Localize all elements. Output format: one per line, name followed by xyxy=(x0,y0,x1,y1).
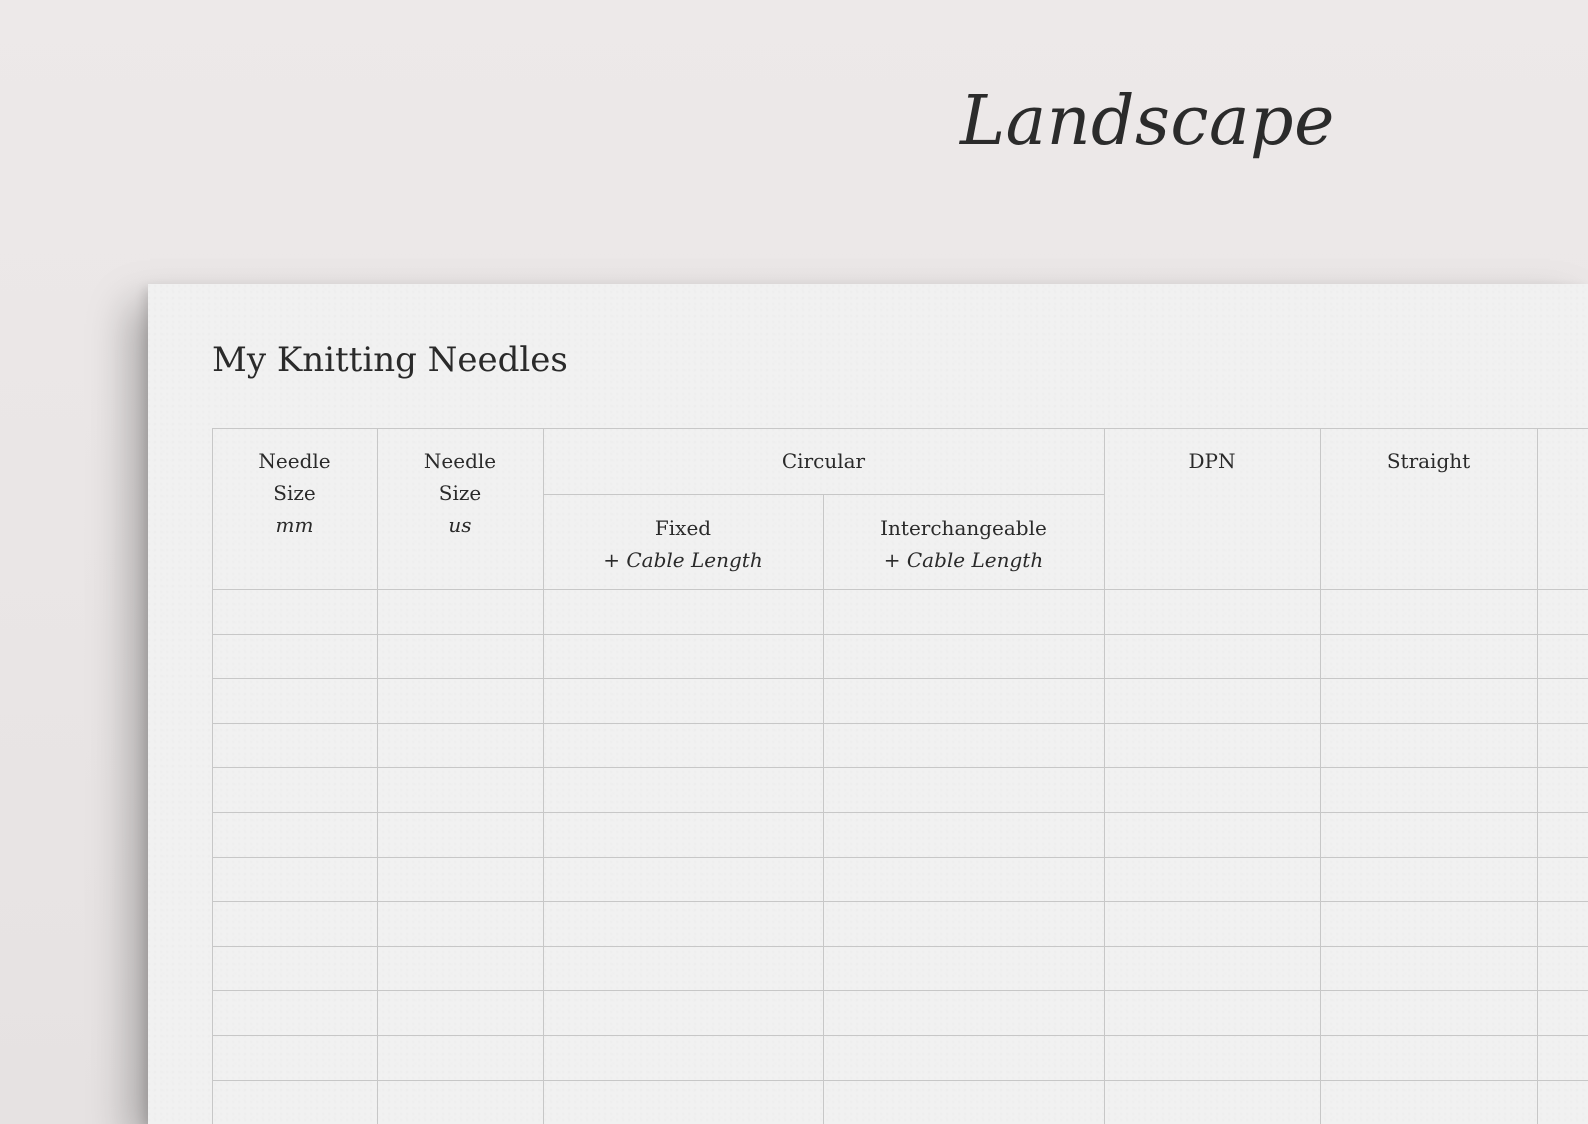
table-top-border xyxy=(212,428,1588,429)
header-needle-size-us xyxy=(377,445,543,541)
header-straight: Straight xyxy=(1386,449,1471,473)
header-needle-mm-line1: Needle xyxy=(258,449,331,473)
header-fixed-label: Fixed xyxy=(654,516,712,540)
table-row-line xyxy=(212,767,1588,768)
header-fixed xyxy=(543,512,823,576)
table-row-line xyxy=(212,634,1588,635)
header-circular: Circular xyxy=(781,449,866,473)
table-row-line xyxy=(212,901,1588,902)
caption-title: Landscape xyxy=(960,82,1335,161)
needle-table xyxy=(212,428,1588,1124)
table-row-line xyxy=(212,946,1588,947)
header-needle-mm-unit: mm xyxy=(275,513,314,537)
header-dpn: DPN xyxy=(1188,449,1236,473)
header-needle-mm-line2: Size xyxy=(273,481,316,505)
sheet-title: My Knitting Needles xyxy=(212,340,568,380)
table-row-line xyxy=(212,1035,1588,1036)
col-line-6 xyxy=(1537,428,1538,1124)
table-row-line xyxy=(212,678,1588,679)
planner-sheet xyxy=(148,284,1588,1124)
col-line-4 xyxy=(1104,428,1105,1124)
header-needle-us-line1: Needle xyxy=(423,449,497,473)
header-bottom-border xyxy=(212,589,1588,590)
table-row-line xyxy=(212,1080,1588,1081)
table-row-line xyxy=(212,990,1588,991)
table-row-line xyxy=(212,857,1588,858)
col-line-3 xyxy=(823,494,824,1124)
header-needle-us-unit: us xyxy=(448,513,472,537)
header-interchangeable xyxy=(823,512,1104,576)
table-row-line xyxy=(212,723,1588,724)
header-fixed-sub: + Cable Length xyxy=(603,548,763,572)
header-interchangeable-label: Interchangeable xyxy=(880,516,1047,540)
header-interchangeable-sub: + Cable Length xyxy=(883,548,1044,572)
header-needle-us-line2: Size xyxy=(438,481,482,505)
table-row-line xyxy=(212,812,1588,813)
header-needle-size-mm xyxy=(212,445,377,541)
col-line-5 xyxy=(1320,428,1321,1124)
